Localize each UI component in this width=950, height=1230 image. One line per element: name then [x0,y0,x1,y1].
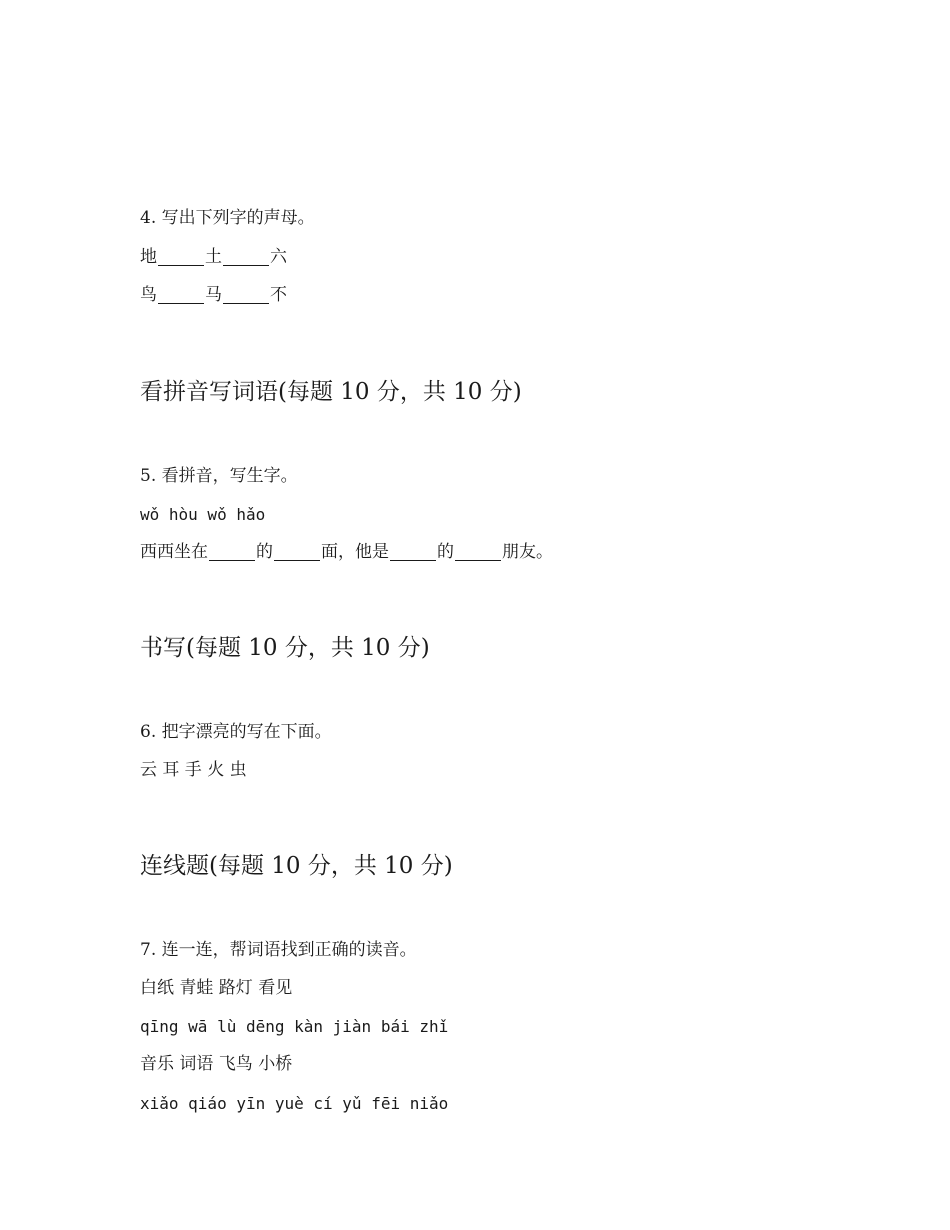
answer-blank[interactable] [274,559,320,561]
q5-text: 朋友。 [502,542,553,562]
q7-pinyin-row-1: qīng wā lù dēng kàn jiàn bái zhǐ [140,1017,449,1036]
q4-char: 不 [270,285,287,305]
answer-blank[interactable] [209,559,255,561]
section-heading-matching: 连线题(每题 10 分，共 10 分) [140,853,453,879]
q4-title: 4. 写出下列字的声母。 [140,208,315,228]
q4-char: 地 [140,247,157,267]
q5-text: 西西坐在 [140,542,208,562]
answer-blank[interactable] [223,302,269,304]
answer-blank[interactable] [158,264,204,266]
q7-words-row-1: 白纸 青蛙 路灯 看见 [140,978,293,998]
q4-char: 六 [270,247,287,267]
q5-text: 的 [437,542,454,562]
q7-pinyin-row-2: xiǎo qiáo yīn yuè cí yǔ fēi niǎo [140,1094,449,1113]
q5-sentence [140,541,553,563]
q7-words-row-2: 音乐 词语 飞鸟 小桥 [140,1054,293,1074]
q4-row-1 [140,246,287,268]
q4-row-2 [140,284,287,306]
q5-pinyin: wǒ hòu wǒ hǎo [140,505,266,524]
q5-text: 的 [256,542,273,562]
q4-char: 鸟 [140,285,157,305]
answer-blank[interactable] [390,559,436,561]
q4-char: 马 [205,285,222,305]
section-heading-pinyin: 看拼音写词语(每题 10 分，共 10 分) [140,379,522,405]
q5-text: 面，他是 [321,542,389,562]
answer-blank[interactable] [455,559,501,561]
answer-blank[interactable] [158,302,204,304]
q7-title: 7. 连一连，帮词语找到正确的读音。 [140,940,417,960]
answer-blank[interactable] [223,264,269,266]
q6-chars: 云 耳 手 火 虫 [140,760,247,780]
section-heading-writing: 书写(每题 10 分，共 10 分) [140,635,430,661]
q6-title: 6. 把字漂亮的写在下面。 [140,722,332,742]
q5-title: 5. 看拼音，写生字。 [140,466,298,486]
q4-char: 土 [205,247,222,267]
